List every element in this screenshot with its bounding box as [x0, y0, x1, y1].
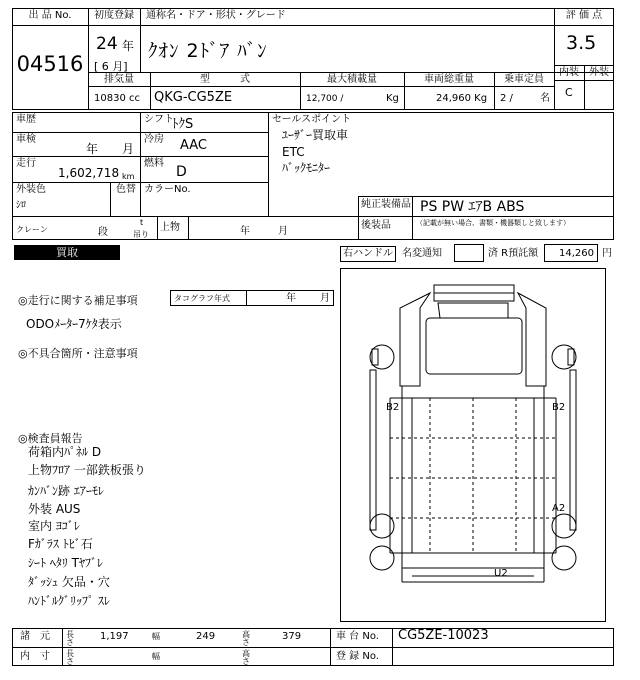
- inner-height-label: 高さ: [242, 649, 250, 666]
- capacity-unit: 名: [540, 93, 550, 104]
- history-label: 車歴: [16, 114, 36, 125]
- height-label: 高さ: [242, 630, 250, 647]
- chassis-label: 車 台 No.: [336, 631, 379, 642]
- model-code-value: QKG-CG5ZE: [154, 90, 233, 105]
- dims-label: 諸 元: [20, 631, 50, 642]
- interior-label: 内装: [559, 67, 579, 78]
- inspector-item-9: ﾊﾝﾄﾞﾙｸﾞﾘｯﾌﾟ ｽﾚ: [28, 594, 110, 608]
- width-value: 249: [196, 631, 216, 642]
- reg-no-label: 登 録 No.: [336, 651, 379, 662]
- gross-weight-value: 24,960 Kg: [436, 93, 488, 104]
- aftermarket-note: （記載が無い場合、書類・機器類しと致します）: [416, 219, 570, 227]
- tacho-year: 年: [286, 293, 296, 304]
- displacement-label: 排気量: [104, 74, 134, 85]
- ext-color-label: 外装色: [16, 184, 46, 195]
- height-value: 379: [282, 631, 302, 642]
- score-label: 評 価 点: [565, 10, 603, 21]
- capacity-label: 乗車定員: [504, 74, 544, 85]
- displacement-value: 10830 cc: [94, 93, 140, 104]
- capacity-value: 2 /: [500, 93, 513, 104]
- gross-weight-label: 車両総重量: [424, 74, 474, 85]
- name-change-box: [454, 244, 484, 262]
- upper-label: 上物: [160, 222, 180, 233]
- lot-no-label: 出 品 No.: [28, 10, 72, 21]
- equipment-value: PS PW ｴｱB ABS: [420, 199, 525, 215]
- tacho-month: 月: [320, 293, 330, 304]
- length-label: 長さ: [66, 630, 74, 647]
- car-name: ｸｵﾝ 2ﾄﾞｱ ﾊﾞﾝ: [148, 40, 268, 62]
- max-load-unit: Kg: [386, 93, 399, 104]
- upper-year: 年: [240, 226, 250, 237]
- aftermarket-label: 後装品: [361, 220, 391, 231]
- sales-point-label: セールスポイント: [272, 114, 352, 125]
- mileage-value: 1,602,718: [58, 166, 120, 180]
- first-reg-label: 初度登録: [94, 10, 134, 21]
- fuel-value: D: [176, 164, 187, 180]
- recycle-label: 済 R預託額: [488, 248, 539, 259]
- truck-diagram: [340, 268, 606, 622]
- shift-value: ﾄｸS: [172, 117, 194, 132]
- inspector-item-2: 上物ﾌﾛｱ 一部鉄板張り: [28, 463, 146, 477]
- mileage-label: 走行: [16, 158, 36, 169]
- tacho-label: タコグラフ年式: [174, 294, 230, 303]
- driving-note: ODOﾒｰﾀｰ7ｹﾀ表示: [26, 317, 122, 331]
- sales-point-2: ETC: [282, 145, 305, 159]
- inner-dims-label: 内 寸: [20, 651, 50, 662]
- inspector-item-3: ｶﾝﾊﾞﾝ跡 ｴｱｰﾓﾚ: [28, 484, 104, 498]
- rhd-label: 右ハンドル: [343, 248, 393, 259]
- inspector-item-5: 室内 ﾖｺﾞﾚ: [28, 519, 80, 533]
- first-reg-month: [ 6 月]: [94, 60, 128, 73]
- inspector-item-1: 荷箱内ﾊﾟﾈﾙ D: [28, 445, 102, 459]
- inspector-item-7: ｼｰﾄ ﾍﾀﾘ Tﾔﾌﾞﾚ: [28, 556, 103, 570]
- sales-point-3: ﾊﾞｯｸﾓﾆﾀｰ: [282, 161, 331, 175]
- shift-label: シフト: [144, 114, 174, 125]
- length-value: 1,197: [100, 631, 129, 642]
- damage-mark-right-b2: B2: [552, 402, 566, 413]
- ac-value: AAC: [180, 138, 207, 153]
- inspector-label: ◎検査員報告: [18, 432, 83, 445]
- interior-grade: C: [565, 86, 573, 99]
- inspector-item-4: 外装 AUS: [28, 502, 81, 516]
- name-change-label: 名変通知: [402, 248, 442, 259]
- equipment-label: 純正装備品: [361, 199, 411, 210]
- fuel-label: 燃料: [144, 158, 164, 169]
- inspector-item-6: Fｶﾞﾗｽ ﾄﾋﾞ石: [28, 537, 93, 551]
- recycle-unit: 円: [602, 248, 612, 259]
- first-reg-year: 24: [96, 34, 118, 54]
- inspector-item-8: ﾀﾞｯｼｭ 欠品・穴: [28, 575, 110, 589]
- max-load-label: 最大積載量: [327, 74, 377, 85]
- width-label: 幅: [152, 632, 160, 641]
- inspection-month: 月: [122, 142, 135, 156]
- color-no-label: カラーNo.: [144, 184, 191, 195]
- recycle-amount: 14,260: [559, 248, 594, 259]
- inspection-year: 年: [86, 142, 99, 156]
- exterior-label: 外装: [589, 67, 609, 78]
- crane-ton: t: [140, 218, 144, 227]
- upper-month: 月: [278, 226, 288, 237]
- evaluation-score: 3.5: [566, 32, 597, 54]
- driving-note-label: ◎走行に関する補足事項: [18, 294, 138, 307]
- max-load-value: 12,700 /: [306, 94, 344, 104]
- defects-label: ◎不具合箇所・注意事項: [18, 347, 138, 360]
- ac-label: 冷房: [144, 134, 164, 145]
- chassis-value: CG5ZE-10023: [398, 628, 489, 643]
- purchase-label: 買取: [56, 246, 78, 259]
- damage-mark-left-b2: B2: [386, 402, 400, 413]
- mileage-unit: km: [122, 172, 135, 181]
- damage-mark-right-a2: A2: [552, 503, 566, 514]
- damage-mark-rear-u2: U2: [494, 568, 508, 579]
- crane-label: クレーン: [16, 225, 48, 234]
- crane-hang: 吊り: [133, 230, 149, 239]
- inner-length-label: 長さ: [66, 649, 74, 666]
- color-change-label: 色替: [116, 184, 136, 195]
- model-code-label: 型 式: [200, 74, 250, 85]
- sales-point-1: ﾕｰｻﾞｰ買取車: [282, 128, 349, 142]
- ext-color-value: ｼﾛ: [16, 200, 26, 211]
- inspection-label: 車検: [16, 134, 36, 145]
- lot-number: 04516: [16, 52, 84, 76]
- crane-stage: 段: [98, 227, 108, 238]
- inner-width-label: 幅: [152, 652, 160, 661]
- first-reg-year-unit: 年: [122, 39, 135, 53]
- model-info-label: 通称名・ドア・形状・グレード: [146, 10, 286, 21]
